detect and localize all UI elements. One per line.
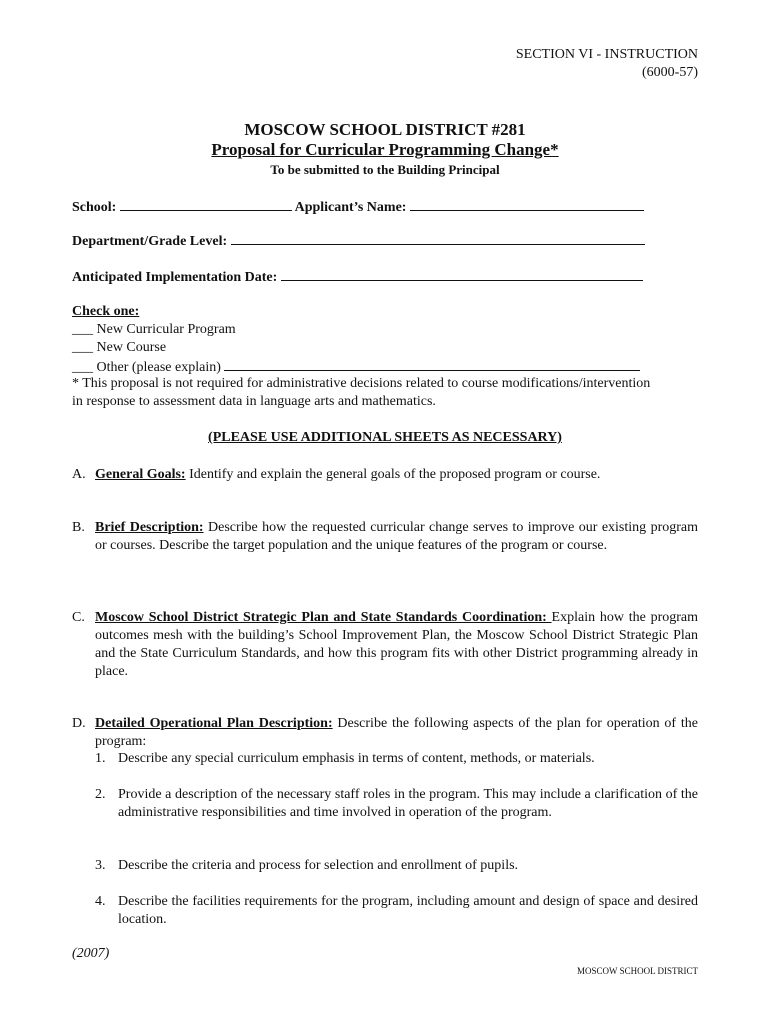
district-title: MOSCOW SCHOOL DISTRICT #281 bbox=[244, 120, 526, 139]
implementation-date-row bbox=[72, 268, 643, 286]
section-d-letter: D. bbox=[72, 716, 86, 731]
option-other-label[interactable]: ___ Other (please explain) bbox=[72, 360, 221, 375]
school-field[interactable] bbox=[120, 198, 292, 211]
section-c-heading: Moscow School District Strategic Plan and State Standards Coordination: bbox=[95, 610, 552, 625]
section-d-heading: Detailed Operational Plan Description: bbox=[95, 716, 333, 731]
school-label: School: bbox=[72, 200, 117, 215]
section-c bbox=[72, 609, 698, 681]
list-item bbox=[95, 893, 698, 929]
list-item-number: 2. bbox=[95, 787, 106, 802]
department-field[interactable] bbox=[231, 232, 645, 245]
list-item bbox=[95, 750, 698, 768]
list-item bbox=[95, 857, 698, 875]
list-item-number: 4. bbox=[95, 894, 106, 909]
other-explain-field[interactable] bbox=[224, 358, 640, 371]
section-a-text: Identify and explain the general goals of the proposed program or course. bbox=[185, 467, 601, 482]
section-a bbox=[72, 466, 698, 484]
footnote-line-1: * This proposal is not required for administrative decisions related to course modifications/intervention bbox=[72, 376, 651, 391]
list-item bbox=[95, 786, 698, 822]
list-item-text: Describe the criteria and process for selection and enrollment of pupils. bbox=[118, 858, 519, 873]
list-item-number: 1. bbox=[95, 751, 106, 766]
footer-year: (2007) bbox=[72, 946, 110, 961]
applicant-label: Applicant’s Name: bbox=[294, 200, 407, 215]
option-new-course[interactable]: ___ New Course bbox=[72, 340, 167, 355]
section-a-letter: A. bbox=[72, 467, 86, 482]
date-field[interactable] bbox=[281, 268, 643, 281]
list-item-text: Describe the facilities requirements for the program, including amount and design of space and desired location. bbox=[118, 894, 698, 927]
additional-sheets-note: (PLEASE USE ADDITIONAL SHEETS AS NECESSARY) bbox=[208, 430, 562, 445]
section-b-letter: B. bbox=[72, 520, 85, 535]
section-b bbox=[72, 519, 698, 555]
department-label: Department/Grade Level: bbox=[72, 234, 228, 249]
section-d-text: Describe the following aspects of the plan for operation of the program: bbox=[95, 716, 698, 749]
list-item-text: Provide a description of the necessary staff roles in the program. This may include a clarification of the administrative responsibilities and time involved in operation of the program. bbox=[118, 787, 698, 820]
section-d bbox=[72, 715, 698, 751]
section-b-text: Describe how the requested curricular change serves to improve our existing program or courses. Describe the target population and the unique features of the program or course. bbox=[95, 520, 698, 553]
section-c-letter: C. bbox=[72, 610, 85, 625]
section-code: (6000-57) bbox=[642, 65, 698, 80]
department-row bbox=[72, 232, 645, 250]
date-label: Anticipated Implementation Date: bbox=[72, 270, 278, 285]
applicant-field[interactable] bbox=[410, 198, 644, 211]
list-item-number: 3. bbox=[95, 858, 106, 873]
section-a-heading: General Goals: bbox=[95, 467, 186, 482]
option-new-curricular-program[interactable]: ___ New Curricular Program bbox=[72, 322, 236, 337]
check-one-heading: Check one: bbox=[72, 304, 140, 319]
footer-district: MOSCOW SCHOOL DISTRICT bbox=[576, 966, 698, 976]
section-c-text: Explain how the program outcomes mesh with the building’s School Improvement Plan, the Moscow School District Strategic Plan and the State Curriculum Standards, and how this program fits with other District programming already in place. bbox=[95, 610, 698, 679]
list-item-text: Describe any special curriculum emphasis in terms of content, methods, or materials. bbox=[118, 751, 595, 766]
section-header bbox=[516, 46, 698, 82]
proposal-title: Proposal for Curricular Programming Change* bbox=[211, 140, 559, 159]
section-b-heading: Brief Description: bbox=[95, 520, 204, 535]
footnote-line-2: in response to assessment data in language arts and mathematics. bbox=[72, 394, 436, 409]
school-applicant-row bbox=[72, 198, 644, 216]
submit-note: To be submitted to the Building Principal bbox=[270, 162, 500, 177]
section-title: SECTION VI - INSTRUCTION bbox=[515, 47, 698, 62]
option-other bbox=[72, 358, 640, 376]
